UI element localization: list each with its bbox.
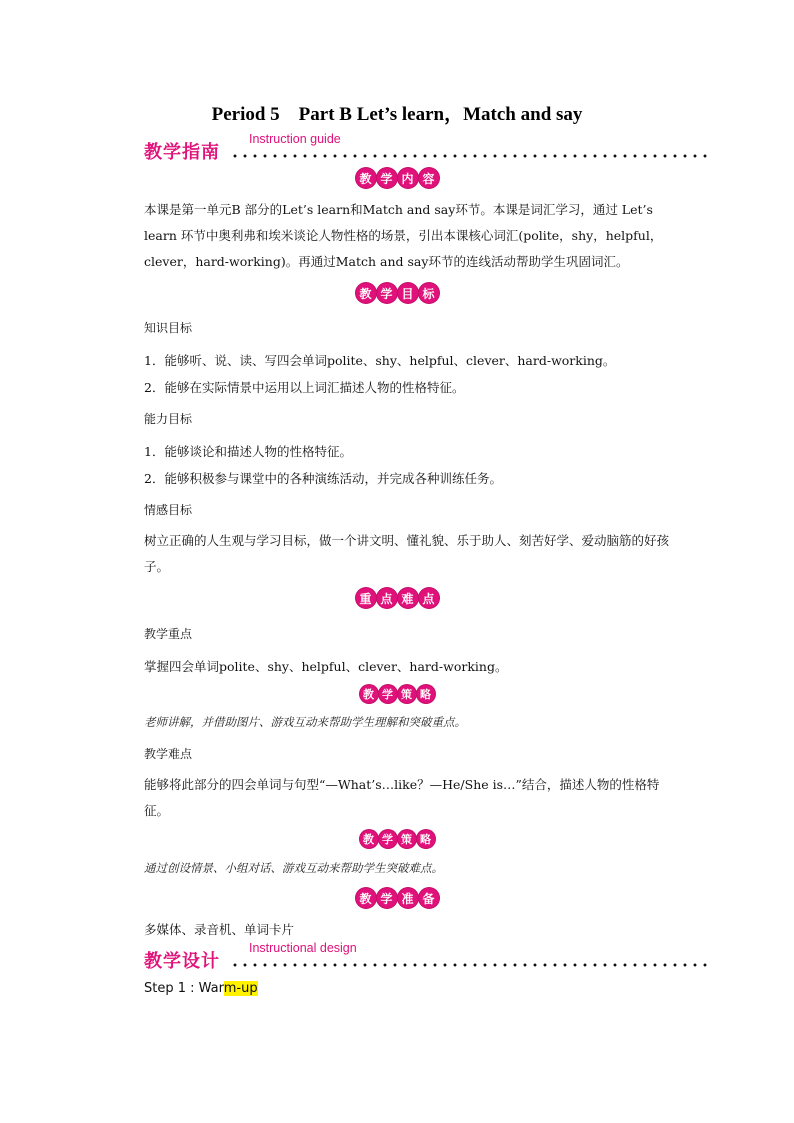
badge-char: 教 [356, 168, 376, 188]
section-title-en: Instructional design [249, 941, 357, 955]
badge-char: 点 [377, 588, 397, 608]
badge-char: 教 [356, 283, 376, 303]
badge-char: 策 [398, 830, 416, 848]
prep-text: 多媒体、录音机、单词卡片 [144, 922, 295, 937]
section-title-en: Instruction guide [249, 132, 341, 146]
badge-char: 内 [398, 168, 418, 188]
key-heading: 教学重点 [144, 627, 193, 641]
badge-char: 目 [398, 283, 418, 303]
badge-teaching-prep [0, 888, 794, 908]
badge-char: 教 [360, 830, 378, 848]
badge-char: 标 [419, 283, 439, 303]
content-paragraph: 本课是第一单元B 部分的Let’s learn和Match and say环节。本课是词汇学习，通过 Let’s learn 环节中奥利弗和埃米谈论人物性格的场景，引出本课核心词汇(polite，shy，helpful，clever，hard-working)。再通过Match and say环节的连线活动帮助学生巩固词汇。 [144, 202, 663, 269]
ability-item-2: 2．能够积极参与课堂中的各种演练活动，并完成各种训练任务。 [144, 471, 502, 486]
badge-char: 略 [417, 830, 435, 848]
badge-strategy-1 [0, 685, 794, 703]
knowledge-item-1: 1．能够听、说、读、写四会单词polite、shy、helpful、clever、hard-working。 [144, 353, 616, 368]
badge-strategy-2 [0, 830, 794, 848]
difficult-text: 能够将此部分的四会单词与句型“—What’s…like？—He/She is…”结合，描述人物的性格特征。 [144, 777, 660, 818]
badge-char: 准 [398, 888, 418, 908]
badge-char: 学 [377, 168, 397, 188]
key-strategy-text: 老师讲解，并借助图片、游戏互动来帮助学生理解和突破重点。 [144, 715, 466, 729]
badge-char: 教 [360, 685, 378, 703]
dotted-divider [230, 153, 708, 159]
key-text: 掌握四会单词polite、shy、helpful、clever、hard-working。 [144, 659, 508, 674]
page-title: Period 5 Part B Let’s learn，Match and say [211, 104, 583, 125]
step-1-highlight: m-up [223, 981, 258, 996]
section-title-cn: 教学设计 [144, 951, 220, 972]
badge-char: 略 [417, 685, 435, 703]
knowledge-heading: 知识目标 [144, 321, 193, 335]
emotion-heading: 情感目标 [144, 503, 193, 517]
difficult-heading: 教学难点 [144, 747, 193, 761]
badge-char: 点 [419, 588, 439, 608]
badge-char: 学 [377, 888, 397, 908]
badge-key-points [0, 588, 794, 608]
badge-char: 容 [419, 168, 439, 188]
ability-item-1: 1．能够谈论和描述人物的性格特征。 [144, 444, 352, 459]
difficult-strategy-text: 通过创设情景、小组对话、游戏互动来帮助学生突破难点。 [144, 861, 443, 875]
step-1-prefix: Step 1 : War [144, 981, 224, 996]
badge-char: 难 [398, 588, 418, 608]
badge-teaching-content [0, 168, 794, 188]
knowledge-item-2: 2．能够在实际情景中运用以上词汇描述人物的性格特征。 [144, 380, 465, 395]
emotion-text: 树立正确的人生观与学习目标，做一个讲文明、懂礼貌、乐于助人、刻苦好学、爱动脑筋的好孩子。 [144, 533, 670, 574]
badge-char: 教 [356, 888, 376, 908]
step-1-heading [144, 981, 258, 996]
badge-char: 策 [398, 685, 416, 703]
badge-char: 学 [377, 283, 397, 303]
ability-heading: 能力目标 [144, 412, 193, 426]
badge-teaching-objectives [0, 283, 794, 303]
badge-char: 学 [379, 685, 397, 703]
section-title-cn: 教学指南 [144, 142, 220, 163]
badge-char: 重 [356, 588, 376, 608]
badge-char: 备 [419, 888, 439, 908]
dotted-divider [230, 962, 708, 968]
badge-char: 学 [379, 830, 397, 848]
